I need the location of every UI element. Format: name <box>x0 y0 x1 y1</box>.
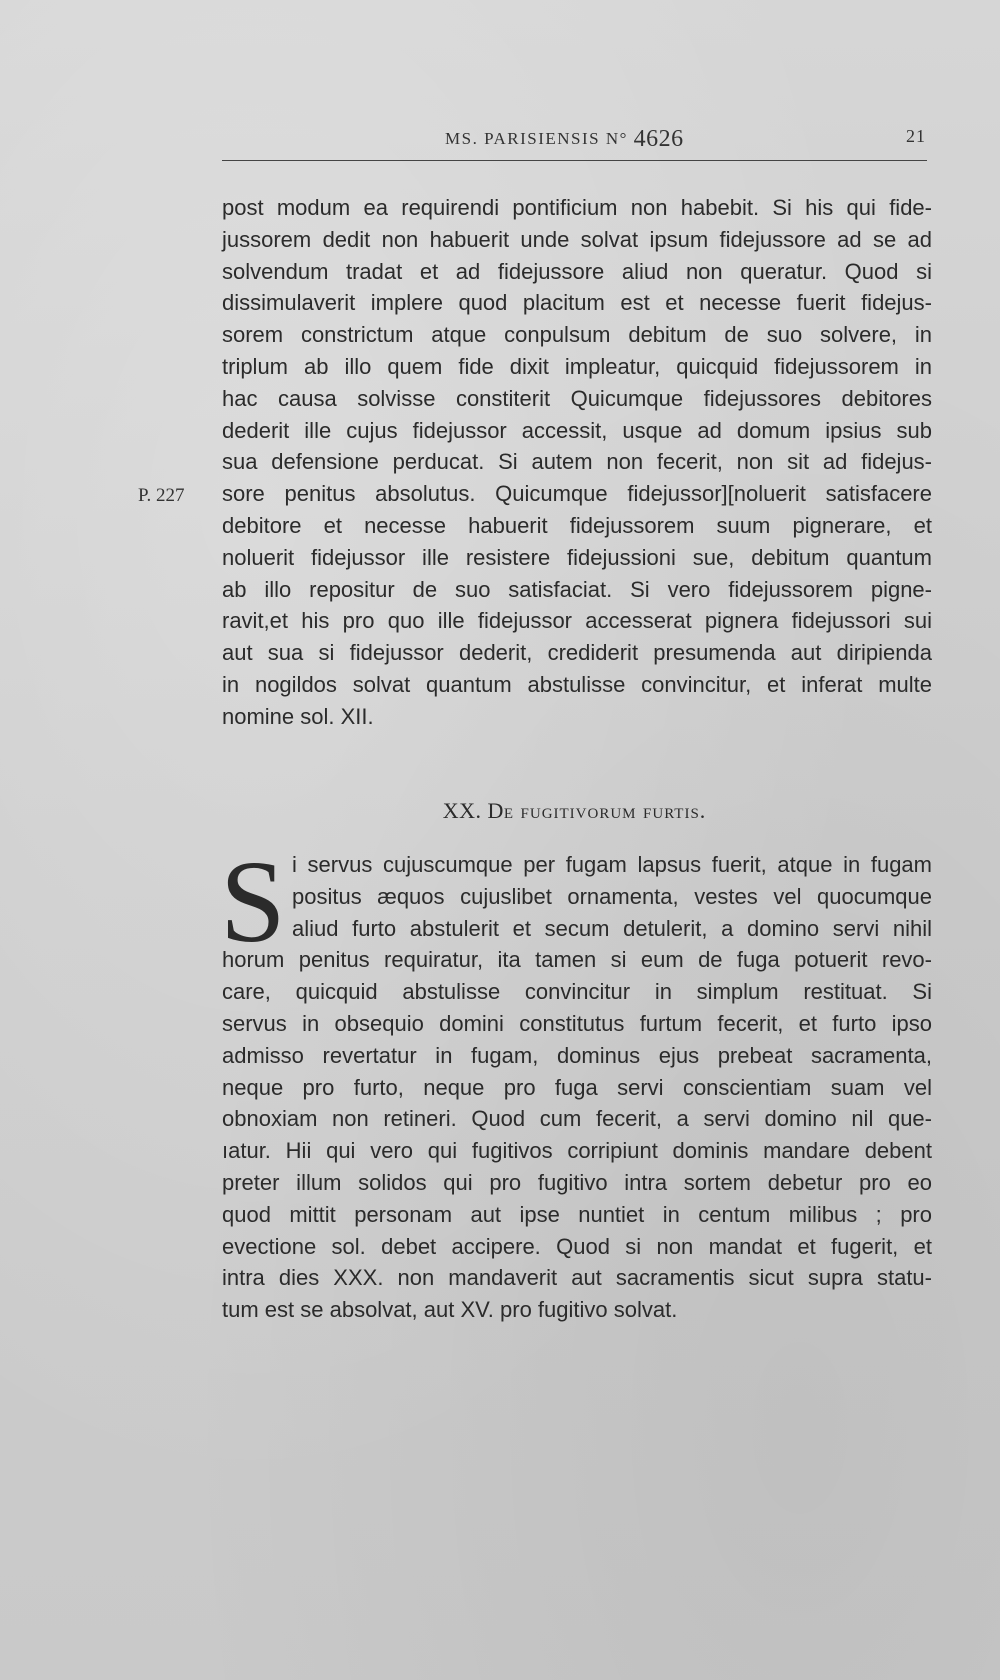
text-line: admisso revertatur in fugam, dominus ejus prebeat sacramenta, <box>222 1042 932 1068</box>
text-line: solvendum tradat et ad fidejussore aliud non queratur. Quod si <box>222 258 932 284</box>
text-line: positus æquos cujuslibet ornamenta, vestes vel quocumque <box>292 883 932 909</box>
text-line: post modum ea requirendi pontificium non habebit. Si his qui fide- <box>222 195 932 220</box>
text-line: neque pro furto, neque pro fuga servi conscientiam suam vel <box>222 1074 932 1100</box>
text-line: sua defensione perducat. Si autem non fecerit, non sit ad fidejus- <box>222 449 932 475</box>
text-line: ıatur. Hii qui vero qui fugitivos corripiunt dominis mandare debent <box>222 1138 932 1164</box>
margin-page-reference: P. 227 <box>138 485 185 506</box>
text-line: horum penitus requiratur, ita tamen si eum de fuga potuerit revo- <box>222 947 932 973</box>
text-line: sore penitus absolutus. Quicumque fidejussor][noluerit satisfacere <box>222 481 932 507</box>
text-line: hac causa solvisse constiterit Quicumque fidejussores debitores <box>222 385 932 411</box>
text-line: sorem constrictum atque conpulsum debitum de suo solvere, in <box>222 322 932 348</box>
running-title <box>445 124 684 151</box>
text-line: debitore et necesse habuerit fidejussorem suum pignerare, et <box>222 512 932 538</box>
text-line: triplum ab illo quem fide dixit impleatur, quicquid fidejussorem in <box>222 353 932 379</box>
section-title-initial: D <box>487 798 504 823</box>
text-line: dederit ille cujus fidejussor accessit, usque ad domum ipsius sub <box>222 417 932 443</box>
text-line: noluerit fidejussor ille resistere fidejussioni sue, debitum quantum <box>222 544 932 570</box>
text-line: in nogildos solvat quantum abstulisse convincitur, et inferat multe <box>222 671 932 697</box>
text-line: aliud furto abstulerit et secum detulerit, a domino servi nihil <box>292 915 932 941</box>
text-line: evectione sol. debet accipere. Quod si non mandat et fugerit, et <box>222 1233 932 1259</box>
text-line: tum est se absolvat, aut XV. pro fugitivo solvat. <box>222 1297 678 1323</box>
text-line: servus in obsequio domini constitutus furtum fecerit, et furto ipso <box>222 1010 932 1036</box>
text-line: intra dies XXX. non mandaverit aut sacramentis sicut supra statu- <box>222 1265 932 1291</box>
page-number: 21 <box>906 126 926 146</box>
text-line: ab illo repositur de suo satisfaciat. Si vero fidejussorem pigne- <box>222 576 932 602</box>
text-line: preter illum solidos qui pro fugitivo intra sortem debetur pro eo <box>222 1169 932 1195</box>
text-line: aut sua si fidejussor dederit, crediderit presumenda aut diripienda <box>222 640 932 666</box>
running-title-text: MS. PARISIENSIS N° <box>445 129 634 148</box>
drop-cap: S <box>220 836 286 967</box>
text-line: nomine sol. XII. <box>222 703 374 729</box>
manuscript-number: 4626 <box>633 126 684 152</box>
section-number: XX. <box>442 798 488 823</box>
header-rule <box>222 160 927 161</box>
section-heading <box>222 798 927 824</box>
text-line: dissimulaverit implere quod placitum est et necesse fuerit fidejus- <box>222 290 932 316</box>
paragraph-2 <box>220 836 932 1326</box>
section-title-rest: e fugitivorum furtis. <box>503 798 707 823</box>
text-line: ravit,et his pro quo ille fidejussor accesserat pignera fidejussori sui <box>222 608 932 634</box>
running-head <box>0 124 1000 154</box>
text-line: obnoxiam non retineri. Quod cum fecerit, a servi domino nil que- <box>222 1106 932 1132</box>
text-line: quod mittit personam aut ipse nuntiet in centum milibus ; pro <box>222 1201 932 1227</box>
text-line: i servus cujuscumque per fugam lapsus fuerit, atque in fugam <box>292 852 932 877</box>
paragraph-1 <box>222 192 932 733</box>
text-line: jussorem dedit non habuerit unde solvat ipsum fidejussore ad se ad <box>222 226 932 252</box>
text-line: care, quicquid abstulisse convincitur in simplum restituat. Si <box>222 979 932 1005</box>
